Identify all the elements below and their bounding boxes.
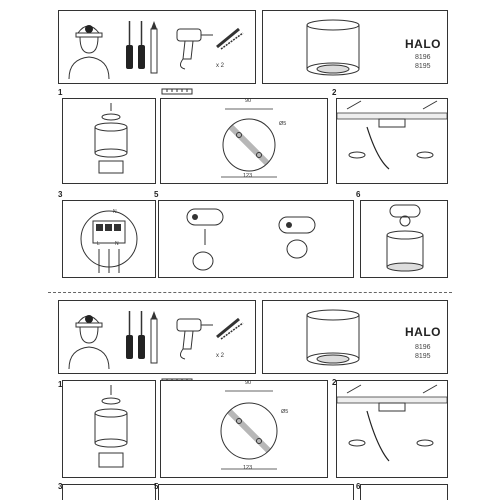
product-code: 8196 xyxy=(415,54,431,61)
mount-panel xyxy=(160,380,328,478)
drill-icon xyxy=(171,315,217,361)
terminal-block-icon xyxy=(79,205,139,275)
step-panel xyxy=(62,482,159,500)
step-number: 3 xyxy=(58,190,63,199)
mount-panel xyxy=(160,98,328,184)
step-number: 2 xyxy=(332,378,337,387)
dimension-label: Ø5 xyxy=(281,409,289,415)
ruler-icon xyxy=(162,88,194,96)
dimension-label: 90 xyxy=(245,380,252,386)
cut-line xyxy=(48,292,452,293)
module-install-icon xyxy=(181,203,231,275)
mounting-plate-icon xyxy=(209,105,289,181)
tools-panel xyxy=(58,10,256,84)
product-code: 8195 xyxy=(415,353,431,360)
product-panel xyxy=(262,10,448,84)
step-panel xyxy=(62,98,156,184)
step-panel xyxy=(158,484,354,500)
tools-multiplier: x 2 xyxy=(216,63,225,69)
dimension-label: 123 xyxy=(243,465,253,471)
installer-icon xyxy=(63,305,113,369)
pencil-icon xyxy=(149,19,159,79)
pencil-icon xyxy=(149,309,159,369)
step-number: 6 xyxy=(356,482,361,491)
step-panel xyxy=(360,484,448,500)
step-number: 6 xyxy=(356,190,361,199)
terminal-label: N xyxy=(113,209,117,215)
step-number: 2 xyxy=(332,88,337,97)
step-number: 1 xyxy=(58,380,63,389)
step-panel xyxy=(336,380,448,478)
cylinder-icon xyxy=(91,385,131,475)
screwdriver-icon xyxy=(135,309,149,369)
step-panel xyxy=(336,98,448,184)
final-luminaire-icon xyxy=(380,203,430,277)
tools-panel xyxy=(58,300,256,374)
wall-plug-icon xyxy=(215,317,245,341)
tools-multiplier: x 2 xyxy=(216,353,225,359)
dimension-label: 90 xyxy=(245,98,252,104)
luminaire-icon xyxy=(301,307,365,369)
ceiling-mount-icon xyxy=(337,99,447,183)
wall-plug-icon xyxy=(215,27,245,51)
product-code: 8195 xyxy=(415,63,431,70)
mounting-plate-icon xyxy=(209,387,289,473)
step-panel xyxy=(62,380,156,478)
terminal-label: L xyxy=(97,241,100,247)
step-panel xyxy=(62,200,156,278)
product-name: HALO xyxy=(405,37,441,51)
step-number: 5 xyxy=(154,190,159,199)
drill-icon xyxy=(171,25,217,71)
product-code: 8196 xyxy=(415,344,431,351)
screwdriver-icon xyxy=(135,19,149,79)
luminaire-icon xyxy=(301,17,365,79)
step-number: 3 xyxy=(58,482,63,491)
product-panel xyxy=(262,300,448,374)
step-panel xyxy=(360,200,448,278)
dimension-label: Ø5 xyxy=(279,121,287,127)
terminal-label: N xyxy=(115,241,119,247)
step-panel xyxy=(158,200,354,278)
installer-icon xyxy=(63,15,113,79)
step-number: 1 xyxy=(58,88,63,97)
cylinder-icon xyxy=(91,103,131,179)
ceiling-mount-icon xyxy=(337,381,447,477)
dimension-label: 123 xyxy=(243,173,253,179)
module-install-icon xyxy=(275,213,321,265)
step-number: 5 xyxy=(154,482,159,491)
product-name: HALO xyxy=(405,325,441,339)
